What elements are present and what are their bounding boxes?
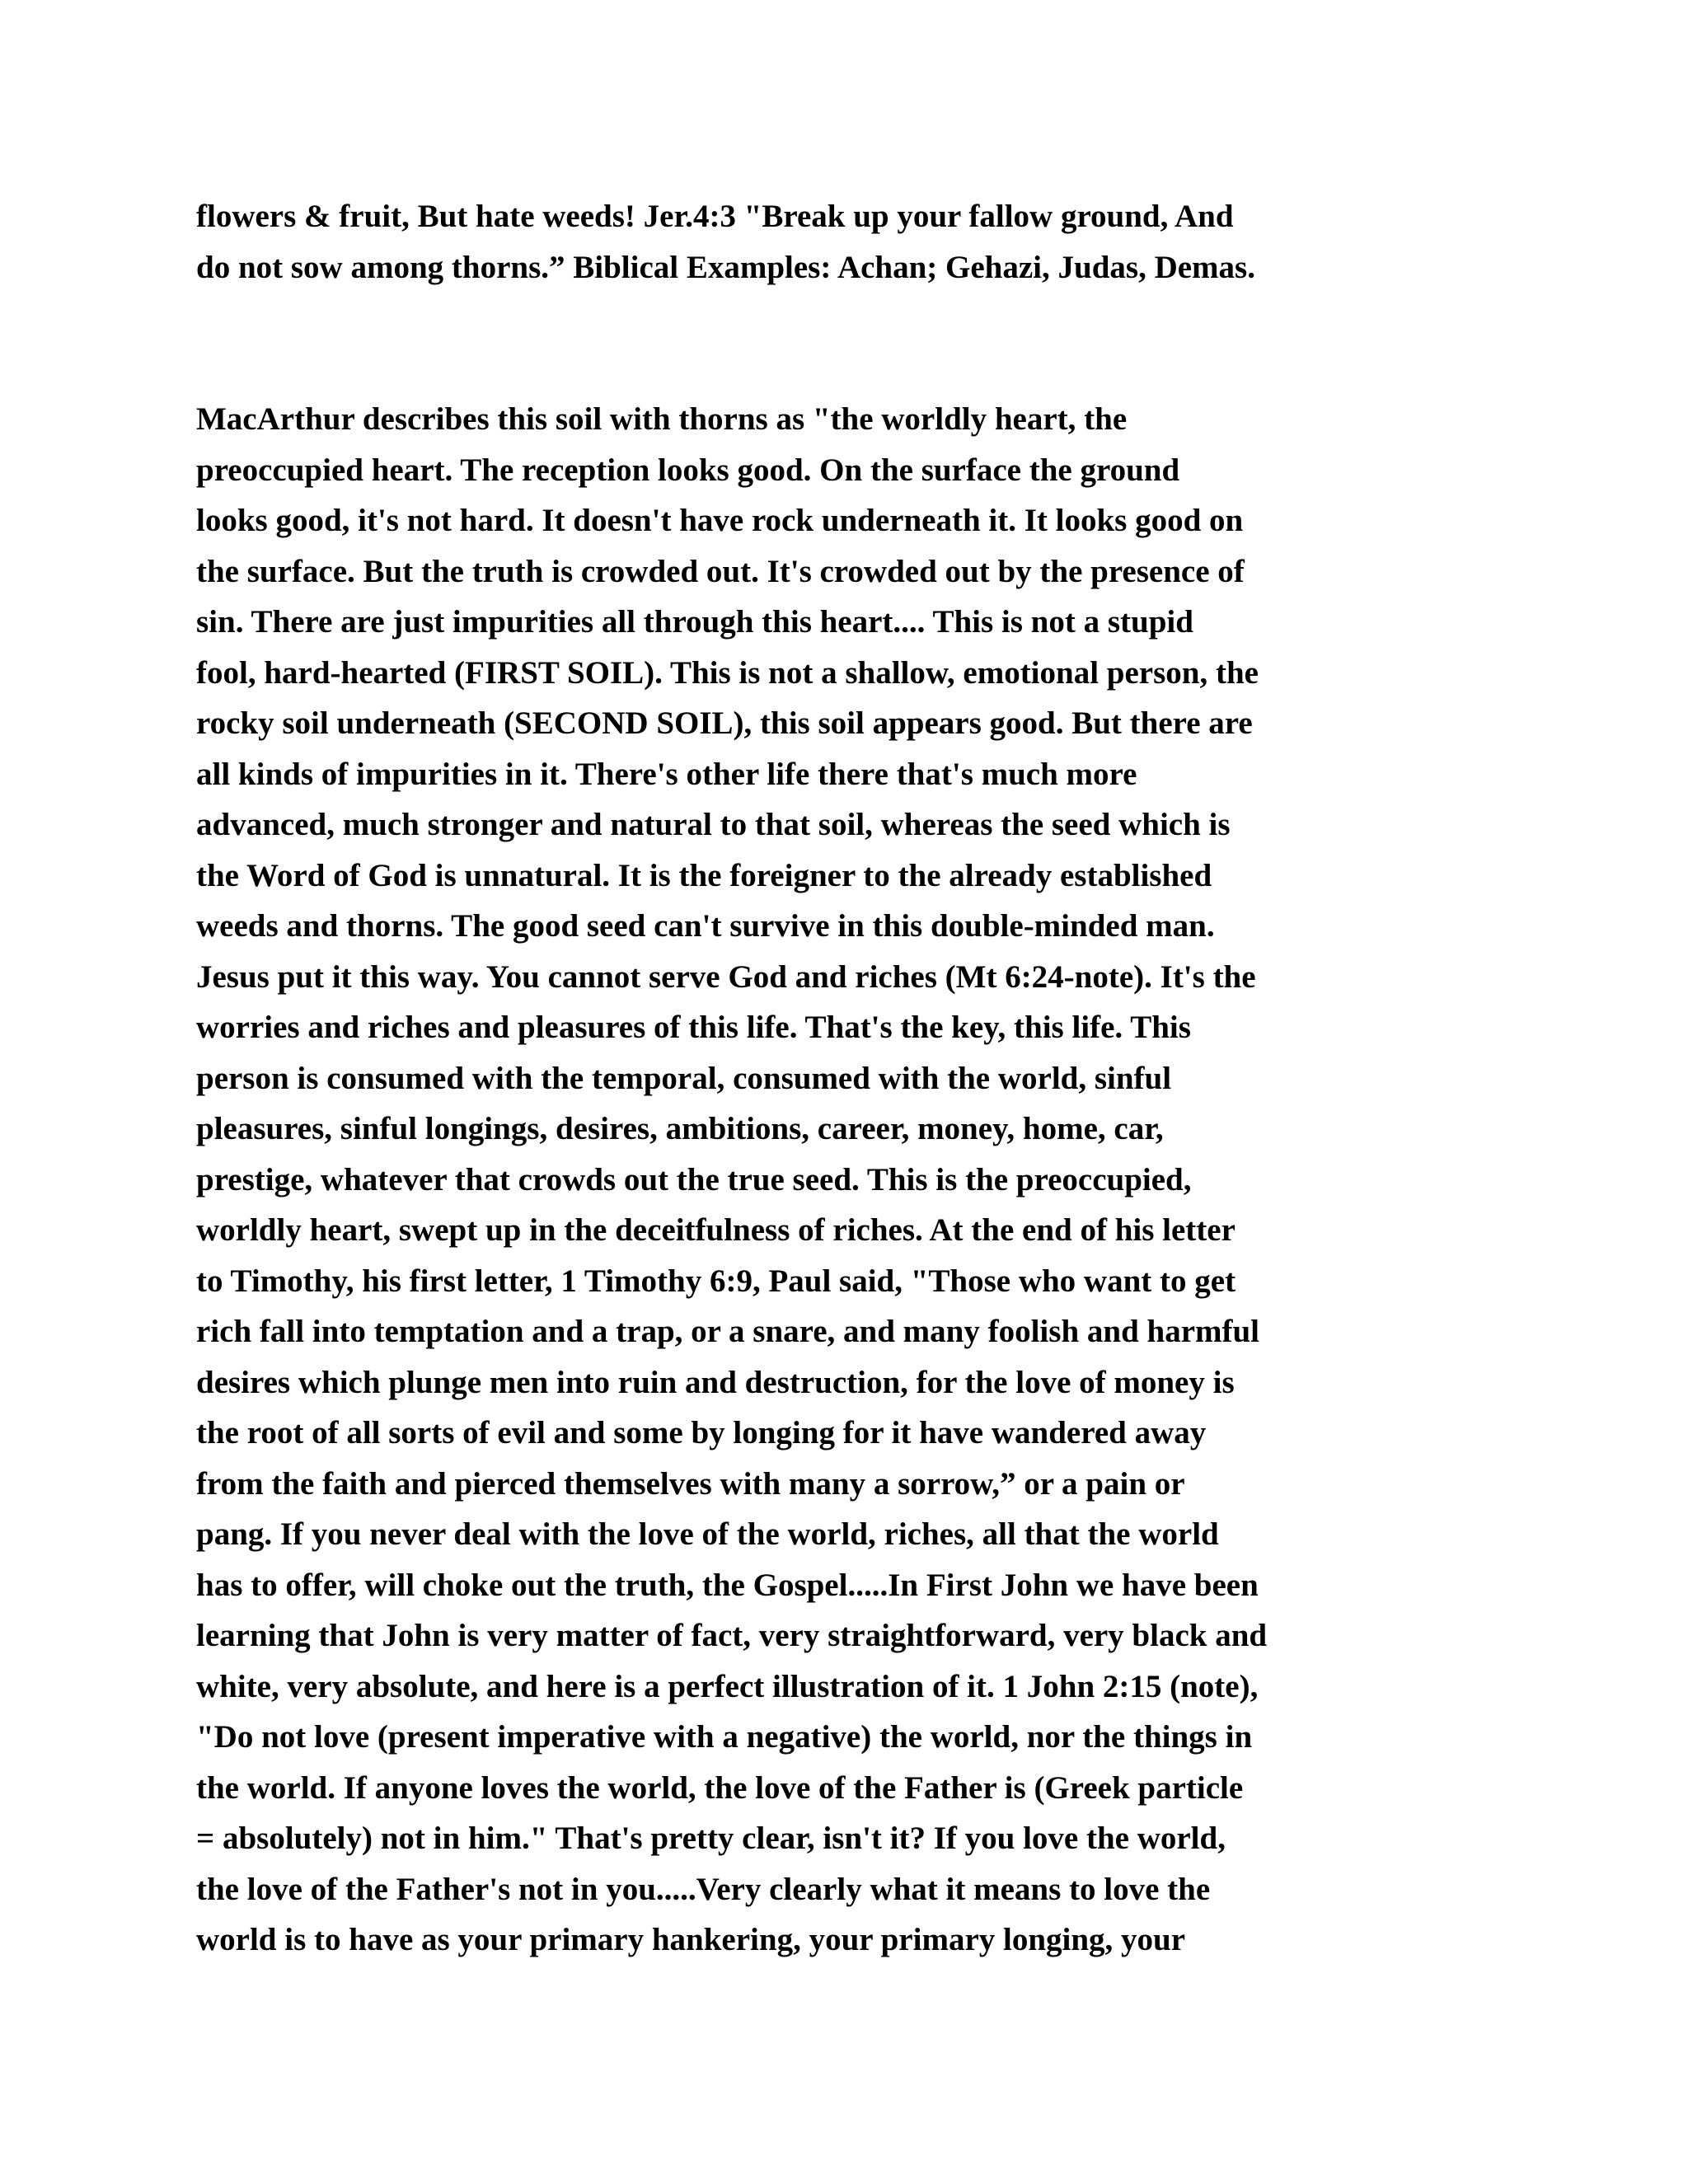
text-line: MacArthur describes this soil with thorns as "the worldly heart, the	[196, 401, 1128, 437]
text-line: prestige, whatever that crowds out the true seed. This is the preoccupied,	[196, 1161, 1192, 1197]
text-line: rocky soil underneath (SECOND SOIL), this soil appears good. But there are	[196, 705, 1253, 741]
text-line: looks good, it's not hard. It doesn't have rock underneath it. It looks good on	[196, 503, 1244, 538]
text-line: weeds and thorns. The good seed can't survive in this double-minded man.	[196, 908, 1215, 944]
text-line: worries and riches and pleasures of this life. That's the key, this life. This	[196, 1010, 1191, 1045]
text-line: pang. If you never deal with the love of the world, riches, all that the world	[196, 1516, 1219, 1552]
text-line: fool, hard-hearted (FIRST SOIL). This is not a shallow, emotional person, the	[196, 654, 1259, 691]
text-line: = absolutely) not in him." That's pretty clear, isn't it? If you love the world,	[196, 1821, 1226, 1856]
text-line: flowers & fruit, But hate weeds! Jer.4:3 "Break up your fallow ground, And	[196, 199, 1234, 234]
paragraph-jeremiah-quote	[196, 191, 1515, 293]
text-line: to Timothy, his first letter, 1 Timothy 6:9, Paul said, "Those who want to get	[196, 1263, 1236, 1299]
text-line: the Word of God is unnatural. It is the foreigner to the already established	[196, 857, 1212, 893]
text-line: sin. There are just impurities all through this heart.... This is not a stupid	[196, 604, 1193, 640]
text-line: Jesus put it this way. You cannot serve God and riches (Mt 6:24-note). It's the	[196, 958, 1256, 995]
text-line: the love of the Father's not in you.....Very clearly what it means to love the	[196, 1871, 1211, 1907]
text-line: has to offer, will choke out the truth, the Gospel.....In First John we have been	[196, 1567, 1259, 1603]
text-line: all kinds of impurities in it. There's other life there that's much more	[196, 756, 1137, 792]
text-line: worldly heart, swept up in the deceitfulness of riches. At the end of his letter	[196, 1212, 1236, 1248]
text-line: the surface. But the truth is crowded out. It's crowded out by the presence of	[196, 553, 1245, 589]
text-line: advanced, much stronger and natural to that soil, whereas the seed which is	[196, 807, 1231, 842]
text-line: desires which plunge men into ruin and destruction, for the love of money is	[196, 1364, 1235, 1400]
text-line: the world. If anyone loves the world, the love of the Father is (Greek particle	[196, 1769, 1244, 1806]
text-line: pleasures, sinful longings, desires, ambitions, career, money, home, car,	[196, 1111, 1164, 1146]
text-line: do not sow among thorns.” Biblical Examples: Achan; Gehazi, Judas, Demas.	[196, 249, 1255, 285]
text-line: preoccupied heart. The reception looks good. On the surface the ground	[196, 452, 1180, 488]
text-line: rich fall into temptation and a trap, or a snare, and many foolish and harmful	[196, 1314, 1260, 1349]
text-line: world is to have as your primary hankering, your primary longing, your	[196, 1922, 1186, 1957]
text-line: the root of all sorts of evil and some by longing for it have wandered away	[196, 1415, 1207, 1451]
text-line: "Do not love (present imperative with a negative) the world, nor the things in	[196, 1719, 1253, 1755]
text-line: learning that John is very matter of fact, very straightforward, very black and	[196, 1618, 1268, 1653]
text-line: from the faith and pierced themselves with many a sorrow,” or a pain or	[196, 1465, 1185, 1502]
text-line: person is consumed with the temporal, consumed with the world, sinful	[196, 1060, 1172, 1096]
text-line: white, very absolute, and here is a perfect illustration of it. 1 John 2:15 (note),	[196, 1668, 1259, 1704]
paragraph-macarthur-commentary	[196, 394, 1515, 1966]
